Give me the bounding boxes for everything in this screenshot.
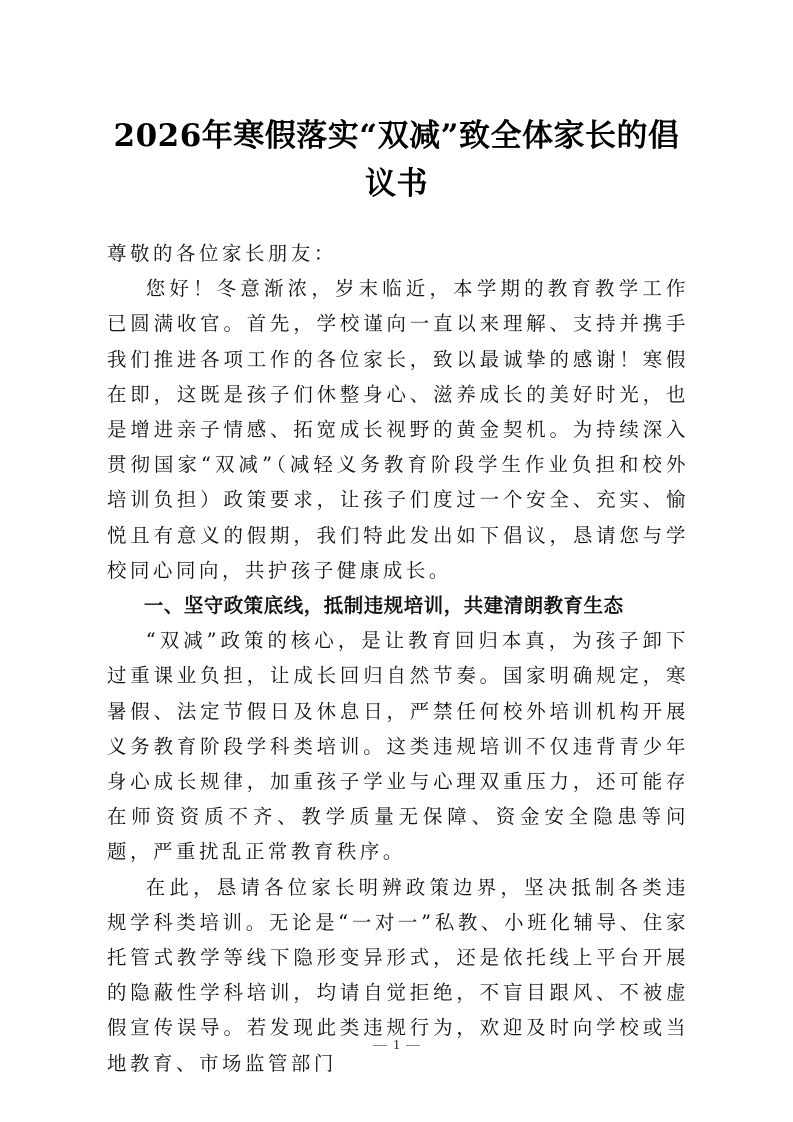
section-paragraph: “双减”政策的核心，是让教育回归本真，为孩子卸下过重课业负担，让成长回归自然节奏。国家明确规定，寒暑假、法定节假日及休息日，严禁任何校外培训机构开展义务教育阶段学科类培训。这类违规培训不仅违背青少年身心成长规律，加重孩子学业与心理双重压力，还可能存在师资资质不齐、教学质量无保障、资金安全隐患等问题，严重扰乱正常教育秩序。 <box>107 629 689 864</box>
document-title: 2026年寒假落实“双减”致全体家长的倡议书 <box>113 118 680 202</box>
page-footer <box>0 1038 793 1054</box>
dash-decoration <box>373 1045 387 1046</box>
intro-paragraph: 您好！冬意渐浓，岁末临近，本学期的教育教学工作已圆满收官。首先，学校谨向一直以来理解、支持并携手我们推进各项工作的各位家长，致以最诚挚的感谢！寒假在即，这既是孩子们休整身心、滋养成长的美好时光，也是增进亲子情感、拓宽成长视野的黄金契机。为持续深入贯彻国家“双减”（减轻义务教育阶段学生作业负担和校外培训负担）政策要求，让孩子们度过一个安全、充实、愉悦且有意义的假期，我们特此发出如下倡议，恳请您与学校同心同向，共护孩子健康成长。 <box>107 277 689 582</box>
page-number: 1 <box>393 1038 400 1053</box>
document-body <box>107 236 689 1081</box>
section-paragraph: 在此，恳请各位家长明辨政策边界，坚决抵制各类违规学科类培训。无论是“一对一”私教、小班化辅导、住家托管式教学等线下隐形变异形式，还是依托线上平台开展的隐蔽性学科培训，均请自觉拒绝，不盲目跟风、不被虚假宣传误导。若发现此类违规行为，欢迎及时向学校或当地教育、市场监管部门 <box>107 875 689 1075</box>
section-heading: 一、坚守政策底线，抵制违规培训，共建清朗教育生态 <box>143 594 624 618</box>
salutation: 尊敬的各位家长朋友： <box>107 242 337 265</box>
dash-decoration <box>406 1045 420 1046</box>
